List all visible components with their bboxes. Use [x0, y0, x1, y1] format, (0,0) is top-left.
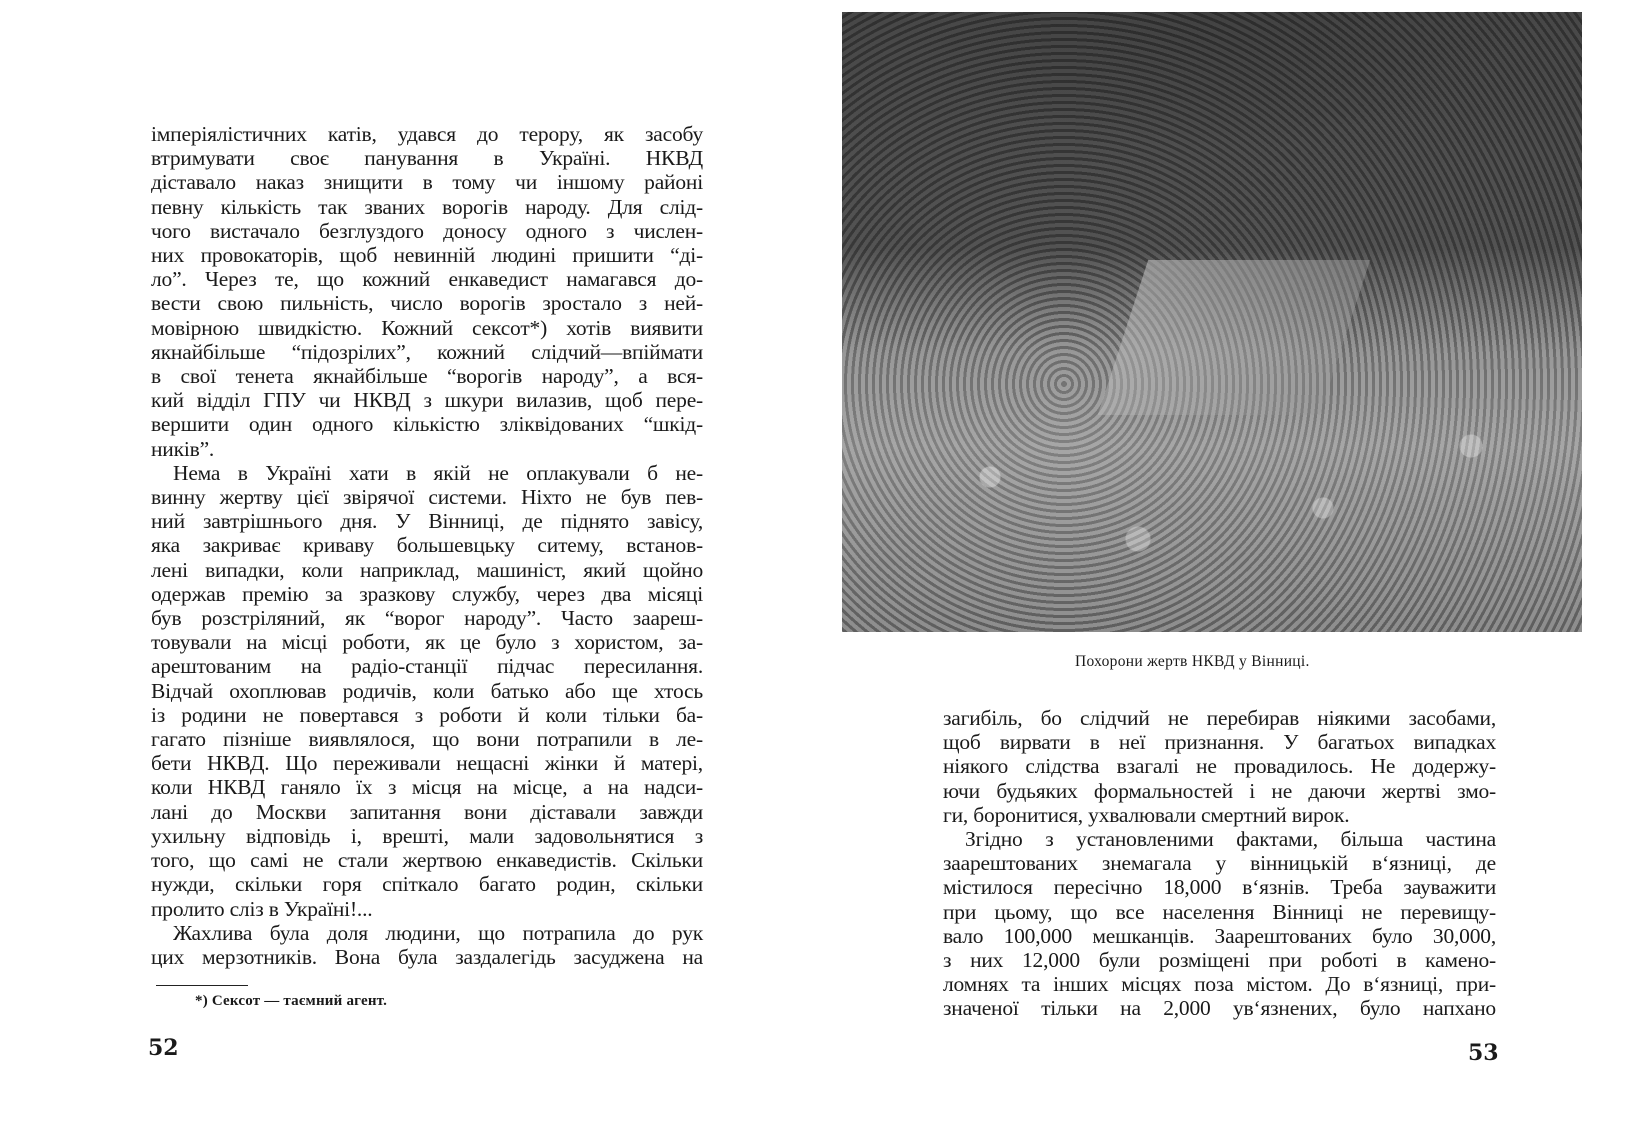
text-line: коли НКВД ганяло їх з місця на місце, а на надси- [151, 775, 703, 800]
text-line: імперіялістичних катів, удався до терору, як засобу [151, 122, 703, 146]
text-line: Жахлива була доля людини, що потрапила до рук [173, 920, 703, 945]
text-line: вершити один одного кількістю зліквідованих “шкід- [151, 412, 703, 437]
text-line: яка закриває криваву большевцьку ситему, встанов- [151, 533, 703, 558]
text-line: був розстріляний, як “ворог народу”. Часто заареш- [151, 606, 703, 631]
text-line: загибіль, бо слідчий не перебирав ніякими засобами, [943, 706, 1496, 730]
text-line: Нема в Україні хати в якій не оплакували б не- [173, 460, 703, 485]
right-page-text [943, 706, 1496, 1021]
text-line: них провокаторів, щоб невинній людині пришити “ді- [151, 243, 703, 268]
text-line: пролито сліз в Україні!... [151, 896, 373, 921]
text-line: містилося пересічно 18,000 в‘язнів. Треба зауважити [943, 875, 1496, 900]
text-line: ухильну відповідь і, врешті, мали задовольнятися з [151, 823, 703, 848]
text-line: бети НКВД. Що переживали нещасні жінки й матері, [151, 751, 703, 776]
text-line: нужди, скільки горя спіткало багато родин, скільки [151, 872, 703, 897]
crowd-funeral-photo [842, 12, 1582, 632]
text-line: ніякого слідства взагалі не провадилось. Не додержу- [943, 754, 1496, 779]
text-line: лані до Москви запитання вони діставали завжди [151, 799, 703, 824]
text-line: вести свою пильність, число ворогів зростало з ней- [151, 291, 703, 316]
right-page [825, 0, 1650, 1124]
text-line: щоб вирвати в неї признання. У багатьох випадках [943, 730, 1496, 755]
text-line: заарештованих знемагала у вінницькій в‘язниці, де [943, 851, 1496, 876]
text-line: чого вистачало безглуздого доносу одного з числен- [151, 218, 703, 243]
text-line: мовірною швидкістю. Кожний сексот*) хотів виявити [151, 315, 703, 340]
page-number-right: 53 [1468, 1040, 1499, 1066]
text-line: втримувати своє панування в Україні. НКВД [151, 146, 703, 171]
text-line: арештованим на радіо-станції підчас пересилання. [151, 654, 703, 679]
text-line: кий відділ ГПУ чи НКВД з шкури вилазив, щоб пере- [151, 388, 703, 413]
text-line: Згідно з установленими фактами, більша частина [965, 827, 1496, 852]
text-line: вало 100,000 мешканців. Заарештованих було 30,000, [943, 923, 1496, 948]
text-line: діставало наказ знищити в тому чи іншому районі [151, 170, 703, 195]
text-line: Відчай охоплював родичів, коли батько або ще хтось [151, 678, 703, 703]
text-line: певну кількість так званих ворогів народу. Для слід- [151, 194, 703, 219]
text-line: ло”. Через те, що кожний енкаведист намагався до- [151, 267, 703, 292]
text-line: винну жертву цієї звірячої системи. Ніхто не був пев- [151, 485, 703, 510]
text-line: цих мерзотників. Вона була заздалегідь засуджена на [151, 944, 703, 969]
text-line: одержав премію за зразкову службу, через два місяці [151, 581, 703, 606]
text-line: при цьому, що все населення Вінниці не перевищу- [943, 899, 1496, 924]
text-line: ний завтрішнього дня. У Вінниці, де піднято завісу, [151, 509, 703, 534]
text-line: ників”. [151, 436, 215, 461]
text-line: ги, боронитися, ухвалювали смертний вирок. [943, 802, 1350, 827]
text-line: в свої тенета якнайбільше “ворогів народу”, а вся- [151, 364, 703, 389]
text-line: з них 12,000 були розміщені при роботі в камено- [943, 948, 1496, 973]
photo-caption: Похорони жертв НКВД у Вінниці. [1075, 653, 1310, 670]
left-page-text [151, 122, 703, 969]
text-line: того, що самі не стали жертвою енкаведистів. Скільки [151, 848, 703, 873]
footnote-divider [156, 985, 248, 986]
text-line: лені випадки, коли наприклад, машиніст, який щойно [151, 557, 703, 582]
text-line: із родини не повертався з роботи й коли тільки ба- [151, 702, 703, 727]
footnote: *) Сексот — таємний агент. [195, 993, 388, 1009]
text-line: товували на місці роботи, як це було з хористом, за- [151, 630, 703, 655]
text-line: ломнях та інших місцях поза містом. До в‘язниці, при- [943, 972, 1496, 997]
text-line: значеної тільки на 2,000 ув‘язнених, було напхано [943, 996, 1496, 1021]
text-line: ючи будьяких формальностей і не даючи жертві змо- [943, 778, 1496, 803]
page-number-left: 52 [148, 1035, 179, 1061]
text-line: гагато пізніше виявлялося, що вони потрапили в ле- [151, 727, 703, 752]
text-line: якнайбільше “підозрілих”, кожний слідчий—впіймати [151, 339, 703, 364]
